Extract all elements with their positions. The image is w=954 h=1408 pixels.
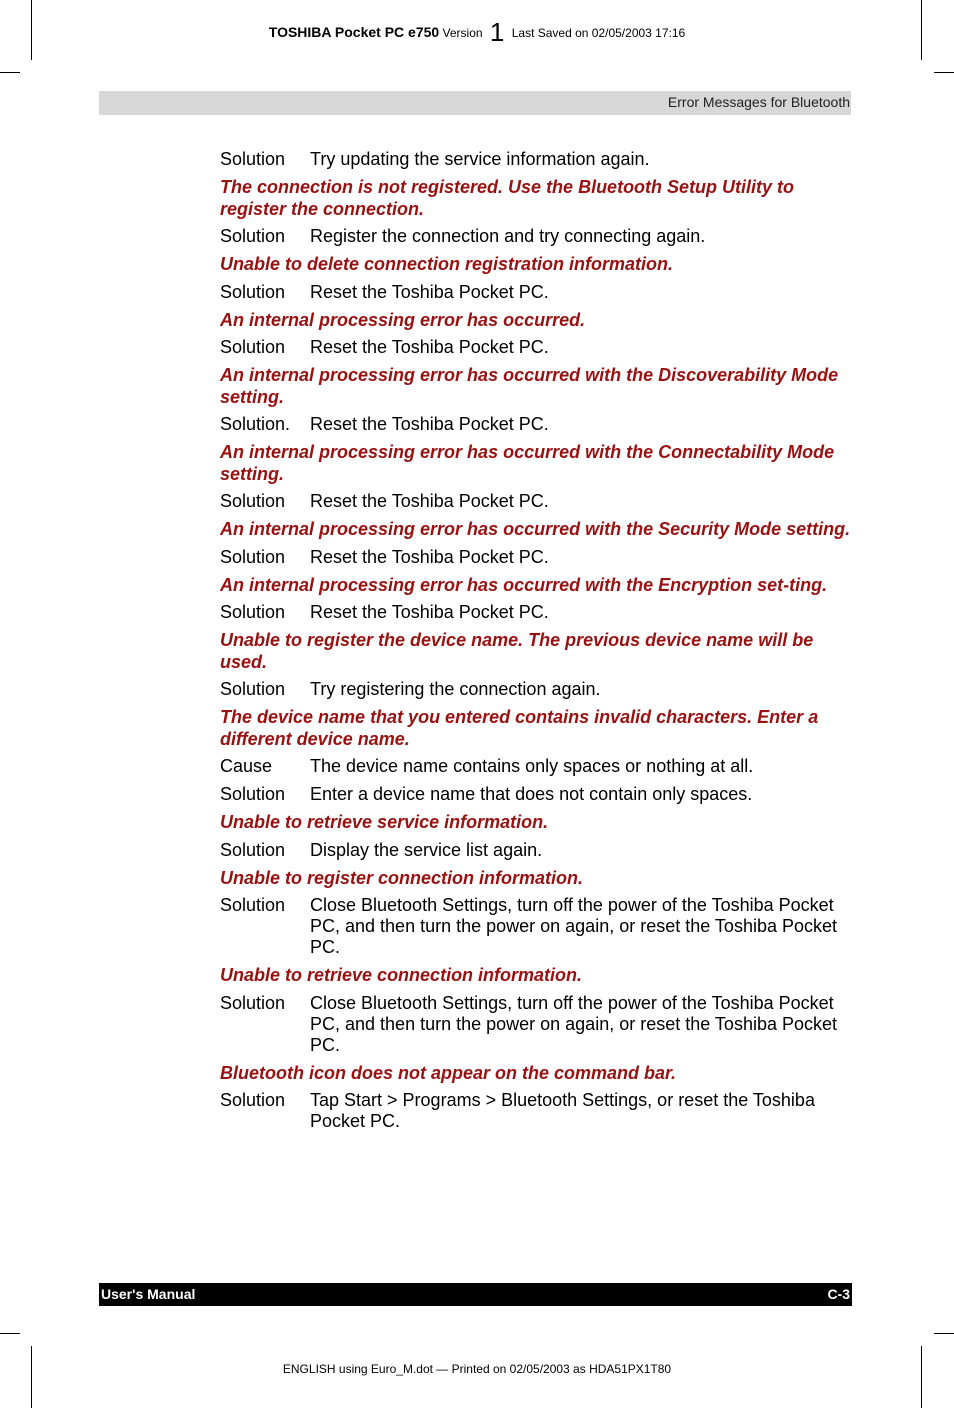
- manual-label: User's Manual: [101, 1286, 196, 1302]
- crop-mark: [0, 72, 20, 73]
- solution-row: [220, 895, 856, 958]
- row-label: Solution: [220, 1090, 286, 1110]
- row-text: Reset the Toshiba Pocket PC.: [310, 546, 549, 567]
- row-text: Reset the Toshiba Pocket PC.: [310, 414, 549, 434]
- solution-row: [220, 993, 856, 1056]
- row-label: Solution: [220, 491, 286, 511]
- error-entry: [220, 812, 856, 861]
- row-label: Cause: [220, 756, 273, 776]
- section-header: [99, 91, 851, 115]
- error-entry: [220, 868, 856, 959]
- error-heading: Unable to register the device name. The previous device name will be used.: [220, 630, 814, 672]
- error-entry: [220, 442, 856, 512]
- error-heading: An internal processing error has occurred with the Encryption set-ting.: [220, 574, 828, 595]
- row-text: Close Bluetooth Settings, turn off the power of the Toshiba Pocket PC, and then turn the power on again, or reset the Toshiba Pocket PC.: [310, 895, 838, 957]
- solution-row: [220, 491, 856, 512]
- row-label: Solution: [220, 546, 286, 567]
- row-text: Try registering the connection again.: [310, 679, 601, 699]
- row-text: Reset the Toshiba Pocket PC.: [310, 337, 549, 357]
- solution-row: [220, 149, 856, 170]
- row-text: Tap Start > Programs > Bluetooth Settings, or reset the Toshiba Pocket PC.: [310, 1090, 815, 1131]
- error-entry: [220, 1063, 856, 1133]
- solution-row: [220, 784, 856, 805]
- footer-bar: [99, 1283, 852, 1306]
- solution-row: [220, 1090, 856, 1132]
- solution-row: [220, 337, 856, 358]
- row-text: Reset the Toshiba Pocket PC.: [310, 602, 549, 622]
- last-saved: Last Saved on 02/05/2003 17:16: [511, 26, 686, 40]
- product-name: TOSHIBA Pocket PC e750: [268, 24, 440, 40]
- cause-row: [220, 756, 856, 777]
- solution-row: [220, 226, 856, 247]
- error-entry: [220, 310, 856, 359]
- crop-mark: [0, 1333, 20, 1334]
- row-label: Solution: [220, 337, 286, 357]
- page-number: C-3: [827, 1286, 850, 1302]
- crop-mark: [31, 1346, 32, 1408]
- error-heading: An internal processing error has occurred.: [220, 309, 586, 330]
- row-label: Solution: [220, 602, 286, 622]
- error-entry: [220, 177, 856, 247]
- error-heading: Unable to register connection information.: [220, 867, 584, 888]
- error-heading: Unable to delete connection registration information.: [220, 254, 674, 274]
- row-label: Solution.: [220, 414, 291, 434]
- error-heading: The connection is not registered. Use the Bluetooth Setup Utility to register the connection.: [220, 177, 795, 219]
- error-entry: [220, 519, 856, 568]
- row-label: Solution: [220, 839, 286, 860]
- error-entry: [220, 707, 856, 805]
- solution-row: [220, 679, 856, 700]
- row-text: Reset the Toshiba Pocket PC.: [310, 491, 549, 511]
- row-text: Enter a device name that does not contain only spaces.: [310, 784, 753, 804]
- error-heading: Bluetooth icon does not appear on the command bar.: [220, 1062, 677, 1083]
- error-heading: An internal processing error has occurred with the Security Mode setting.: [220, 519, 851, 539]
- version-number: 1: [489, 17, 505, 47]
- print-info: ENGLISH using Euro_M.dot — Printed on 02/05/2003 as HDA51PX1T80: [282, 1362, 672, 1376]
- version-label: Version: [442, 26, 483, 40]
- row-text: Display the service list again.: [310, 839, 543, 860]
- row-label: Solution: [220, 226, 286, 246]
- crop-mark: [921, 1346, 922, 1408]
- document-info-line: [0, 17, 954, 48]
- row-text: Register the connection and try connecting again.: [310, 226, 706, 246]
- error-entry: [220, 254, 856, 303]
- solution-row: [220, 282, 856, 303]
- error-entry: [220, 575, 856, 624]
- crop-mark: [934, 72, 954, 73]
- solution-row: [220, 602, 856, 623]
- solution-row: [220, 840, 856, 861]
- row-label: Solution: [220, 992, 286, 1013]
- solution-row: [220, 414, 856, 435]
- row-label: Solution: [220, 679, 286, 699]
- crop-mark: [934, 1333, 954, 1334]
- error-heading: Unable to retrieve connection information.: [220, 965, 583, 985]
- error-entries: [220, 177, 856, 1132]
- error-heading: Unable to retrieve service information.: [220, 812, 549, 832]
- row-label: Solution: [220, 281, 286, 302]
- row-label: Solution: [220, 784, 286, 804]
- row-text: Try updating the service information again.: [310, 149, 650, 169]
- error-entry: [220, 965, 856, 1056]
- row-text: Reset the Toshiba Pocket PC.: [310, 281, 549, 302]
- error-entry: [220, 365, 856, 435]
- error-heading: An internal processing error has occurred with the Connectability Mode setting.: [220, 442, 835, 484]
- row-text: The device name contains only spaces or nothing at all.: [310, 756, 754, 776]
- row-label: Solution: [220, 895, 286, 915]
- error-heading: An internal processing error has occurred with the Discoverability Mode setting.: [220, 365, 839, 407]
- content: [220, 149, 856, 1139]
- solution-row: [220, 547, 856, 568]
- section-title: Error Messages for Bluetooth: [667, 94, 850, 110]
- error-entry: [220, 630, 856, 700]
- error-heading: The device name that you entered contains invalid characters. Enter a different device name.: [220, 707, 819, 749]
- row-label: Solution: [220, 149, 286, 169]
- row-text: Close Bluetooth Settings, turn off the power of the Toshiba Pocket PC, and then turn the power on again, or reset the Toshiba Pocket PC.: [310, 992, 838, 1055]
